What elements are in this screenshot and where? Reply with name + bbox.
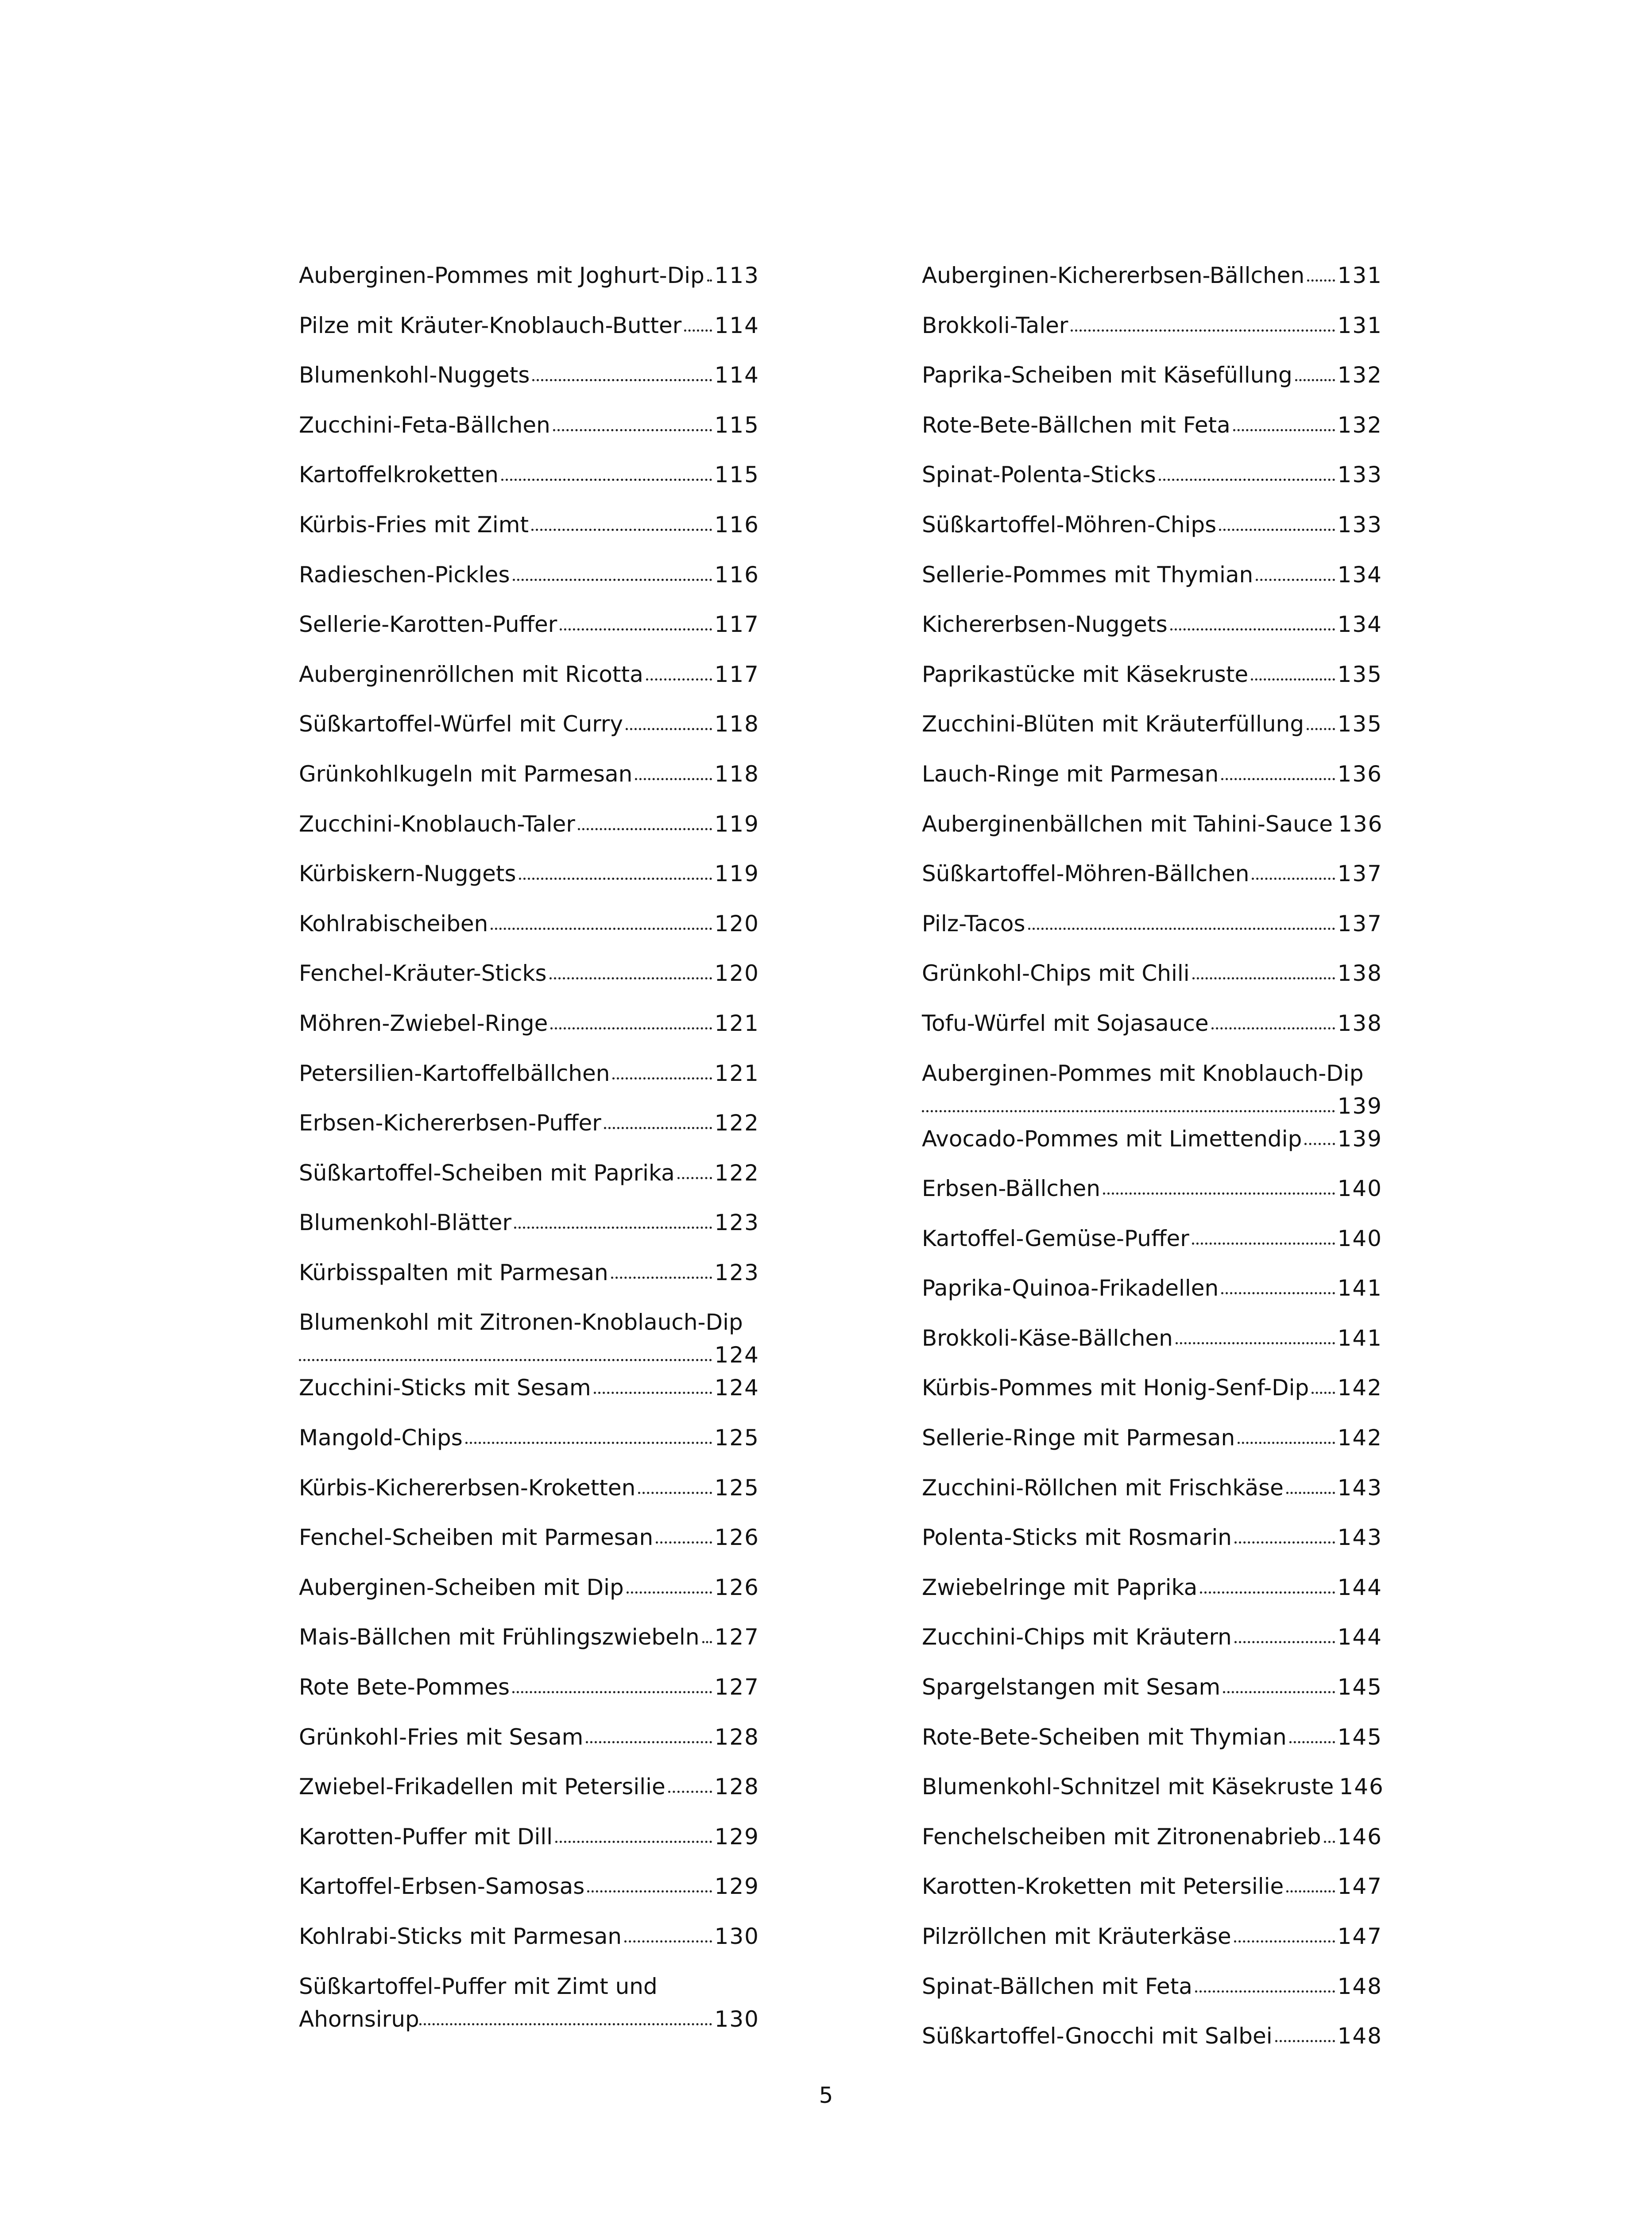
dot-leader [1170,628,1335,631]
toc-entry [922,1172,1382,1222]
toc-entry-title: Kartoffelkroketten [299,462,499,488]
dot-leader [519,878,712,880]
dot-leader [419,2023,712,2025]
toc-entry-page: 114 [714,312,759,338]
toc-entry-title: Petersilien-Kartoffelbällchen [299,1060,610,1086]
toc-entry-title: Blumenkohl-Nuggets [299,362,530,388]
toc-entry-title: Auberginen-Kichererbsen-Bällchen [922,263,1305,288]
toc-entry-title: Kartoffel-Erbsen-Samosas [299,1873,585,1900]
toc-entry-page: 120 [714,960,759,987]
toc-entry-page: 144 [1337,1624,1382,1650]
dot-leader [922,1110,1335,1112]
toc-entry-title: Spinat-Polenta-Sticks [922,462,1156,488]
toc-entry [922,259,1382,309]
toc-entry [922,1521,1382,1571]
dot-leader [1304,1143,1335,1145]
toc-entry-page: 115 [714,412,759,438]
toc-entry-page: 132 [1337,412,1382,438]
dot-leader [677,1177,712,1179]
dot-leader [1312,1392,1335,1394]
toc-entry-page: 136 [1338,811,1383,837]
toc-entry [922,857,1382,907]
toc-entry [922,1007,1382,1057]
toc-entry-page: 148 [1337,1973,1382,1999]
dot-leader [513,579,712,581]
dot-leader [594,1392,712,1394]
dot-leader [638,1492,712,1494]
dot-leader [1221,778,1335,780]
toc-entry-page: 130 [714,2006,759,2032]
toc-entry-title: Spargelstangen mit Sesam [922,1674,1221,1700]
dot-leader [465,1442,712,1444]
dot-leader [560,628,712,631]
toc-entry [299,1621,759,1671]
toc-entry-title: Brokkoli-Taler [922,312,1068,338]
toc-entry-page: 126 [714,1574,759,1600]
toc-entry-page: 119 [714,861,759,887]
toc-left-column [299,259,759,2036]
toc-entry-title: Ahornsirup [299,2006,419,2032]
toc-entry-page: 125 [714,1475,759,1501]
toc-entry-title: Pilz-Tacos [922,910,1025,937]
toc-entry [299,1521,759,1571]
toc-entry-page: 136 [1337,761,1382,787]
toc-entry [299,708,759,758]
toc-entry-page: 140 [1337,1225,1382,1251]
toc-entry-title: Zucchini-Röllchen mit Frischkäse [922,1475,1284,1501]
dot-leader [1071,329,1335,332]
dot-leader [1307,279,1335,282]
toc-entry [299,1571,759,1621]
toc-entry-page: 131 [1337,263,1382,288]
toc-entry-title: Süßkartoffel-Möhren-Chips [922,511,1217,538]
dot-leader [532,379,712,381]
toc-entry-title: Paprika-Scheiben mit Käsefüllung [922,362,1292,388]
toc-right-column [922,259,1382,2070]
toc-entry [299,508,759,558]
toc-entry-page: 133 [1337,511,1382,538]
toc-entry-page: 146 [1339,1774,1384,1800]
dot-leader [1275,2040,1335,2042]
toc-entry-title: Fenchel-Kräuter-Sticks [299,960,547,987]
toc-entry-page: 113 [714,263,759,288]
toc-entry [922,708,1382,758]
dot-leader [702,1641,712,1643]
toc-entry-page: 145 [1337,1724,1382,1750]
toc-entry-page: 141 [1337,1275,1382,1301]
toc-entry [299,1970,759,2036]
toc-entry [922,608,1382,658]
dot-leader [550,1027,712,1030]
toc-entry [299,1920,759,1970]
toc-entry-line [299,1339,759,1371]
toc-entry [922,1371,1382,1421]
toc-entry-page: 142 [1337,1425,1382,1451]
toc-entry-title: Kürbis-Kichererbsen-Kroketten [299,1475,636,1501]
toc-entry-title: Rote Bete-Pommes [299,1674,510,1700]
toc-entry [922,409,1382,459]
toc-entry [922,1820,1382,1870]
dot-leader [1234,1940,1335,1943]
toc-entry-page: 124 [714,1375,759,1401]
toc-entry-title: Brokkoli-Käse-Bällchen [922,1325,1173,1351]
toc-entry-page: 124 [714,1342,759,1368]
toc-entry [922,2020,1382,2070]
toc-entry [299,1870,759,1920]
toc-entry [299,1770,759,1820]
toc-entry-page: 132 [1337,362,1382,388]
toc-entry-title: Kichererbsen-Nuggets [922,612,1168,638]
toc-entry-page: 147 [1337,1873,1382,1900]
toc-entry-title: Zucchini-Feta-Bällchen [299,412,550,438]
toc-entry-title: Grünkohl-Fries mit Sesam [299,1724,584,1750]
toc-entry-page: 137 [1337,910,1382,937]
toc-entry-title: Kürbis-Pommes mit Honig-Senf-Dip [922,1375,1309,1401]
toc-entry-title: Blumenkohl-Blätter [299,1210,512,1236]
toc-entry [922,1057,1382,1122]
toc-entry-title: Kohlrabi-Sticks mit Parmesan [299,1924,622,1949]
toc-entry-page: 129 [714,1823,759,1850]
toc-entry [299,1371,759,1421]
dot-leader [604,1127,712,1129]
toc-entry-page: 117 [714,612,759,638]
dot-leader [501,479,712,481]
toc-entry-page: 141 [1337,1325,1382,1351]
toc-entry-title: Kürbiskern-Nuggets [299,861,516,887]
toc-entry [299,259,759,309]
dot-leader [1286,1492,1335,1494]
toc-entry-page: 128 [714,1724,759,1750]
toc-entry-page: 142 [1337,1375,1382,1401]
dot-leader [684,329,712,332]
toc-entry [922,508,1382,558]
toc-entry-page: 135 [1337,711,1382,737]
toc-entry-title: Zucchini-Knoblauch-Taler [299,811,575,837]
dot-leader [491,928,712,930]
toc-entry [299,1057,759,1107]
toc-entry-title: Erbsen-Kichererbsen-Puffer [299,1110,601,1136]
toc-entry-title: Paprika-Quinoa-Frikadellen [922,1275,1219,1301]
toc-entry-page: 118 [714,761,759,787]
toc-entry-title: Pilze mit Kräuter-Knoblauch-Butter [299,312,682,338]
dot-leader [1211,1027,1335,1030]
toc-entry [299,409,759,459]
dot-leader [586,1741,712,1743]
toc-entry-title: Grünkohlkugeln mit Parmesan [299,761,633,787]
toc-entry-page: 143 [1337,1475,1382,1501]
dot-leader [587,1890,712,1893]
toc-entry [299,1721,759,1771]
toc-entry-page: 116 [714,511,759,538]
toc-entry-page: 125 [714,1425,759,1451]
toc-entry-page: 121 [714,1060,759,1086]
dot-leader [1028,928,1335,930]
dot-leader [1200,1591,1335,1594]
dot-leader [555,1841,712,1843]
dot-leader [624,1940,712,1943]
toc-entry [299,658,759,708]
toc-entry-title: Karotten-Kroketten mit Petersilie [922,1873,1284,1900]
toc-entry [922,907,1382,957]
toc-entry [299,758,759,808]
toc-entry-title: Paprikastücke mit Käsekruste [922,661,1249,687]
toc-entry [922,758,1382,808]
toc-entry-title: Zucchini-Blüten mit Kräuterfüllung [922,711,1304,737]
toc-entry [299,1007,759,1057]
toc-entry-page: 138 [1337,960,1382,987]
dot-leader [646,678,712,681]
dot-leader [656,1541,712,1544]
toc-entry [922,1671,1382,1721]
toc-entry-title: Süßkartoffel-Puffer mit Zimt und [299,1973,658,1999]
toc-entry-page: 148 [1337,2023,1382,2049]
toc-entry-title: Auberginen-Pommes mit Joghurt-Dip [299,263,704,288]
toc-entry [299,309,759,359]
toc-entry [922,658,1382,708]
toc-entry-page: 114 [714,362,759,388]
toc-entry [922,1970,1382,2020]
toc-entry-title: Auberginenbällchen mit Tahini-Sauce [922,811,1333,837]
toc-entry-page: 147 [1337,1924,1382,1949]
toc-entry-title: Zwiebelringe mit Paprika [922,1574,1198,1600]
toc-entry-title: Süßkartoffel-Gnocchi mit Salbei [922,2023,1273,2049]
dot-leader [514,1227,712,1229]
dot-leader [578,828,712,830]
toc-entry [299,1820,759,1870]
toc-entry [299,1256,759,1306]
toc-entry-page: 116 [714,561,759,588]
toc-entry-title: Zucchini-Sticks mit Sesam [299,1375,591,1401]
toc-entry-page: 126 [714,1525,759,1551]
toc-entry [922,1471,1382,1521]
toc-entry-page: 139 [1337,1093,1382,1119]
toc-entry-page: 117 [714,661,759,687]
toc-entry [922,1770,1382,1820]
toc-entry [922,1222,1382,1272]
dot-leader [1223,1691,1335,1693]
toc-entry [299,808,759,858]
toc-entry-page: 130 [714,1924,759,1949]
toc-entry [922,558,1382,608]
toc-entry-page: 127 [714,1674,759,1700]
dot-leader [1219,529,1335,531]
toc-entry-line [299,2003,759,2036]
dot-leader [612,1077,712,1080]
dot-leader [1256,579,1335,581]
toc-entry [922,1421,1382,1471]
toc-entry-title: Zucchini-Chips mit Kräutern [922,1624,1232,1650]
toc-entry [922,1122,1382,1173]
toc-entry-title: Spinat-Bällchen mit Feta [922,1973,1192,1999]
toc-entry-page: 123 [714,1210,759,1236]
toc-entry-page: 129 [714,1873,759,1900]
toc-entry [922,1322,1382,1372]
dot-leader [1295,379,1335,381]
toc-entry [922,1272,1382,1322]
dot-leader [1195,1990,1335,1993]
toc-entry-page: 128 [714,1774,759,1800]
toc-entry-title: Kürbis-Fries mit Zimt [299,511,529,538]
toc-entry-page: 120 [714,910,759,937]
dot-leader [299,1359,712,1361]
toc-entry [299,1107,759,1157]
toc-entry [922,359,1382,409]
toc-entry-title: Karotten-Puffer mit Dill [299,1823,553,1850]
toc-entry [299,458,759,508]
toc-entry [922,458,1382,508]
toc-entry [922,808,1382,858]
toc-entry-page: 135 [1337,661,1382,687]
toc-entry-page: 115 [714,462,759,488]
toc-entry-title: Auberginenröllchen mit Ricotta [299,661,643,687]
dot-leader [1307,728,1335,730]
toc-entry [922,1721,1382,1771]
dot-leader [1233,429,1335,431]
toc-entry-page: 131 [1337,312,1382,338]
dot-leader [531,529,712,531]
toc-entry-page: 134 [1337,612,1382,638]
dot-leader [626,728,712,730]
toc-entry-page: 146 [1337,1823,1382,1850]
toc-entry [922,1870,1382,1920]
toc-entry-title: Fenchelscheiben mit Zitronenabrieb [922,1823,1321,1850]
toc-entry-page: 137 [1337,861,1382,887]
toc-entry-page: 143 [1337,1525,1382,1551]
toc-entry-title: Avocado-Pommes mit Limettendip [922,1126,1302,1152]
toc-entry-title: Kohlrabischeiben [299,910,488,937]
toc-entry-title: Rote-Bete-Scheiben mit Thymian [922,1724,1287,1750]
dot-leader [1103,1192,1335,1195]
toc-entry-title: Polenta-Sticks mit Rosmarin [922,1525,1232,1551]
dot-leader [1238,1442,1335,1444]
dot-leader [611,1277,712,1279]
toc-entry-title: Kartoffel-Gemüse-Puffer [922,1225,1189,1251]
toc-entry [299,608,759,658]
page-number: 5 [819,2082,833,2108]
toc-entry-title: Pilzröllchen mit Kräuterkäse [922,1924,1231,1949]
toc-entry-page: 134 [1337,561,1382,588]
dot-leader [668,1791,712,1793]
dot-leader [1234,1641,1335,1643]
dot-leader [1234,1541,1335,1544]
toc-entry-line [922,1090,1382,1122]
toc-entry-page: 121 [714,1010,759,1036]
toc-entry [922,957,1382,1007]
toc-entry [299,1421,759,1471]
toc-entry [922,1571,1382,1621]
toc-entry-title: Kürbisspalten mit Parmesan [299,1259,608,1285]
dot-leader [1192,1242,1335,1245]
dot-leader [553,429,712,431]
toc-entry-title: Sellerie-Karotten-Puffer [299,612,557,638]
toc-entry-page: 118 [714,711,759,737]
toc-entry-title: Süßkartoffel-Möhren-Bällchen [922,861,1250,887]
toc-entry [299,1306,759,1371]
dot-leader [707,279,712,282]
toc-entry-title: Radieschen-Pickles [299,561,510,588]
toc-entry [299,359,759,409]
toc-entry-title: Auberginen-Pommes mit Knoblauch-Dip [922,1060,1364,1086]
toc-entry-title: Möhren-Zwiebel-Ringe [299,1010,548,1036]
toc-entry-page: 139 [1337,1126,1382,1152]
toc-entry-title: Erbsen-Bällchen [922,1176,1101,1202]
dot-leader [1289,1741,1335,1743]
dot-leader [1324,1841,1335,1843]
dot-leader [1286,1890,1335,1893]
toc-entry-page: 123 [714,1259,759,1285]
dot-leader [512,1691,712,1693]
toc-entry [299,1157,759,1207]
toc-entry-title: Blumenkohl-Schnitzel mit Käsekruste [922,1774,1334,1800]
toc-entry-page: 127 [714,1624,759,1650]
toc-entry-title: Blumenkohl mit Zitronen-Knoblauch-Dip [299,1309,743,1335]
toc-entry-title: Zwiebel-Frikadellen mit Petersilie [299,1774,665,1800]
toc-entry-title: Rote-Bete-Bällchen mit Feta [922,412,1230,438]
toc-entry [299,857,759,907]
dot-leader [627,1591,712,1594]
toc-entry-page: 122 [714,1160,759,1186]
toc-entry-page: 138 [1337,1010,1382,1036]
dot-leader [635,778,712,780]
toc-entry [299,907,759,957]
toc-entry-title: Mangold-Chips [299,1425,463,1451]
toc-entry-title: Lauch-Ringe mit Parmesan [922,761,1219,787]
toc-entry-page: 122 [714,1110,759,1136]
toc-entry-page: 140 [1337,1176,1382,1202]
dot-leader [1221,1292,1335,1294]
toc-entry-page: 144 [1337,1574,1382,1600]
dot-leader [1192,977,1335,979]
toc-entry-title: Grünkohl-Chips mit Chili [922,960,1190,987]
toc-entry-title: Tofu-Würfel mit Sojasauce [922,1010,1209,1036]
dot-leader [1176,1342,1335,1344]
toc-entry-page: 145 [1337,1674,1382,1700]
toc-entry-page: 133 [1337,462,1382,488]
toc-entry [299,1471,759,1521]
toc-entry [299,1206,759,1256]
toc-entry [299,558,759,608]
dot-leader [1252,878,1335,880]
toc-entry-title: Mais-Bällchen mit Frühlingszwiebeln [299,1624,700,1650]
toc-entry [299,1671,759,1721]
dot-leader [1159,479,1335,481]
toc-entry [922,1621,1382,1671]
toc-entry-page: 119 [714,811,759,837]
toc-entry [299,957,759,1007]
toc-entry-title: Sellerie-Ringe mit Parmesan [922,1425,1235,1451]
toc-entry-title: Süßkartoffel-Würfel mit Curry [299,711,623,737]
toc-entry-title: Sellerie-Pommes mit Thymian [922,561,1254,588]
toc-entry-title: Süßkartoffel-Scheiben mit Paprika [299,1160,675,1186]
toc-entry [922,1920,1382,1970]
toc-entry-title: Auberginen-Scheiben mit Dip [299,1574,624,1600]
dot-leader [1251,678,1335,681]
toc-entry-title: Fenchel-Scheiben mit Parmesan [299,1525,654,1551]
dot-leader [549,977,712,979]
toc-entry [922,309,1382,359]
